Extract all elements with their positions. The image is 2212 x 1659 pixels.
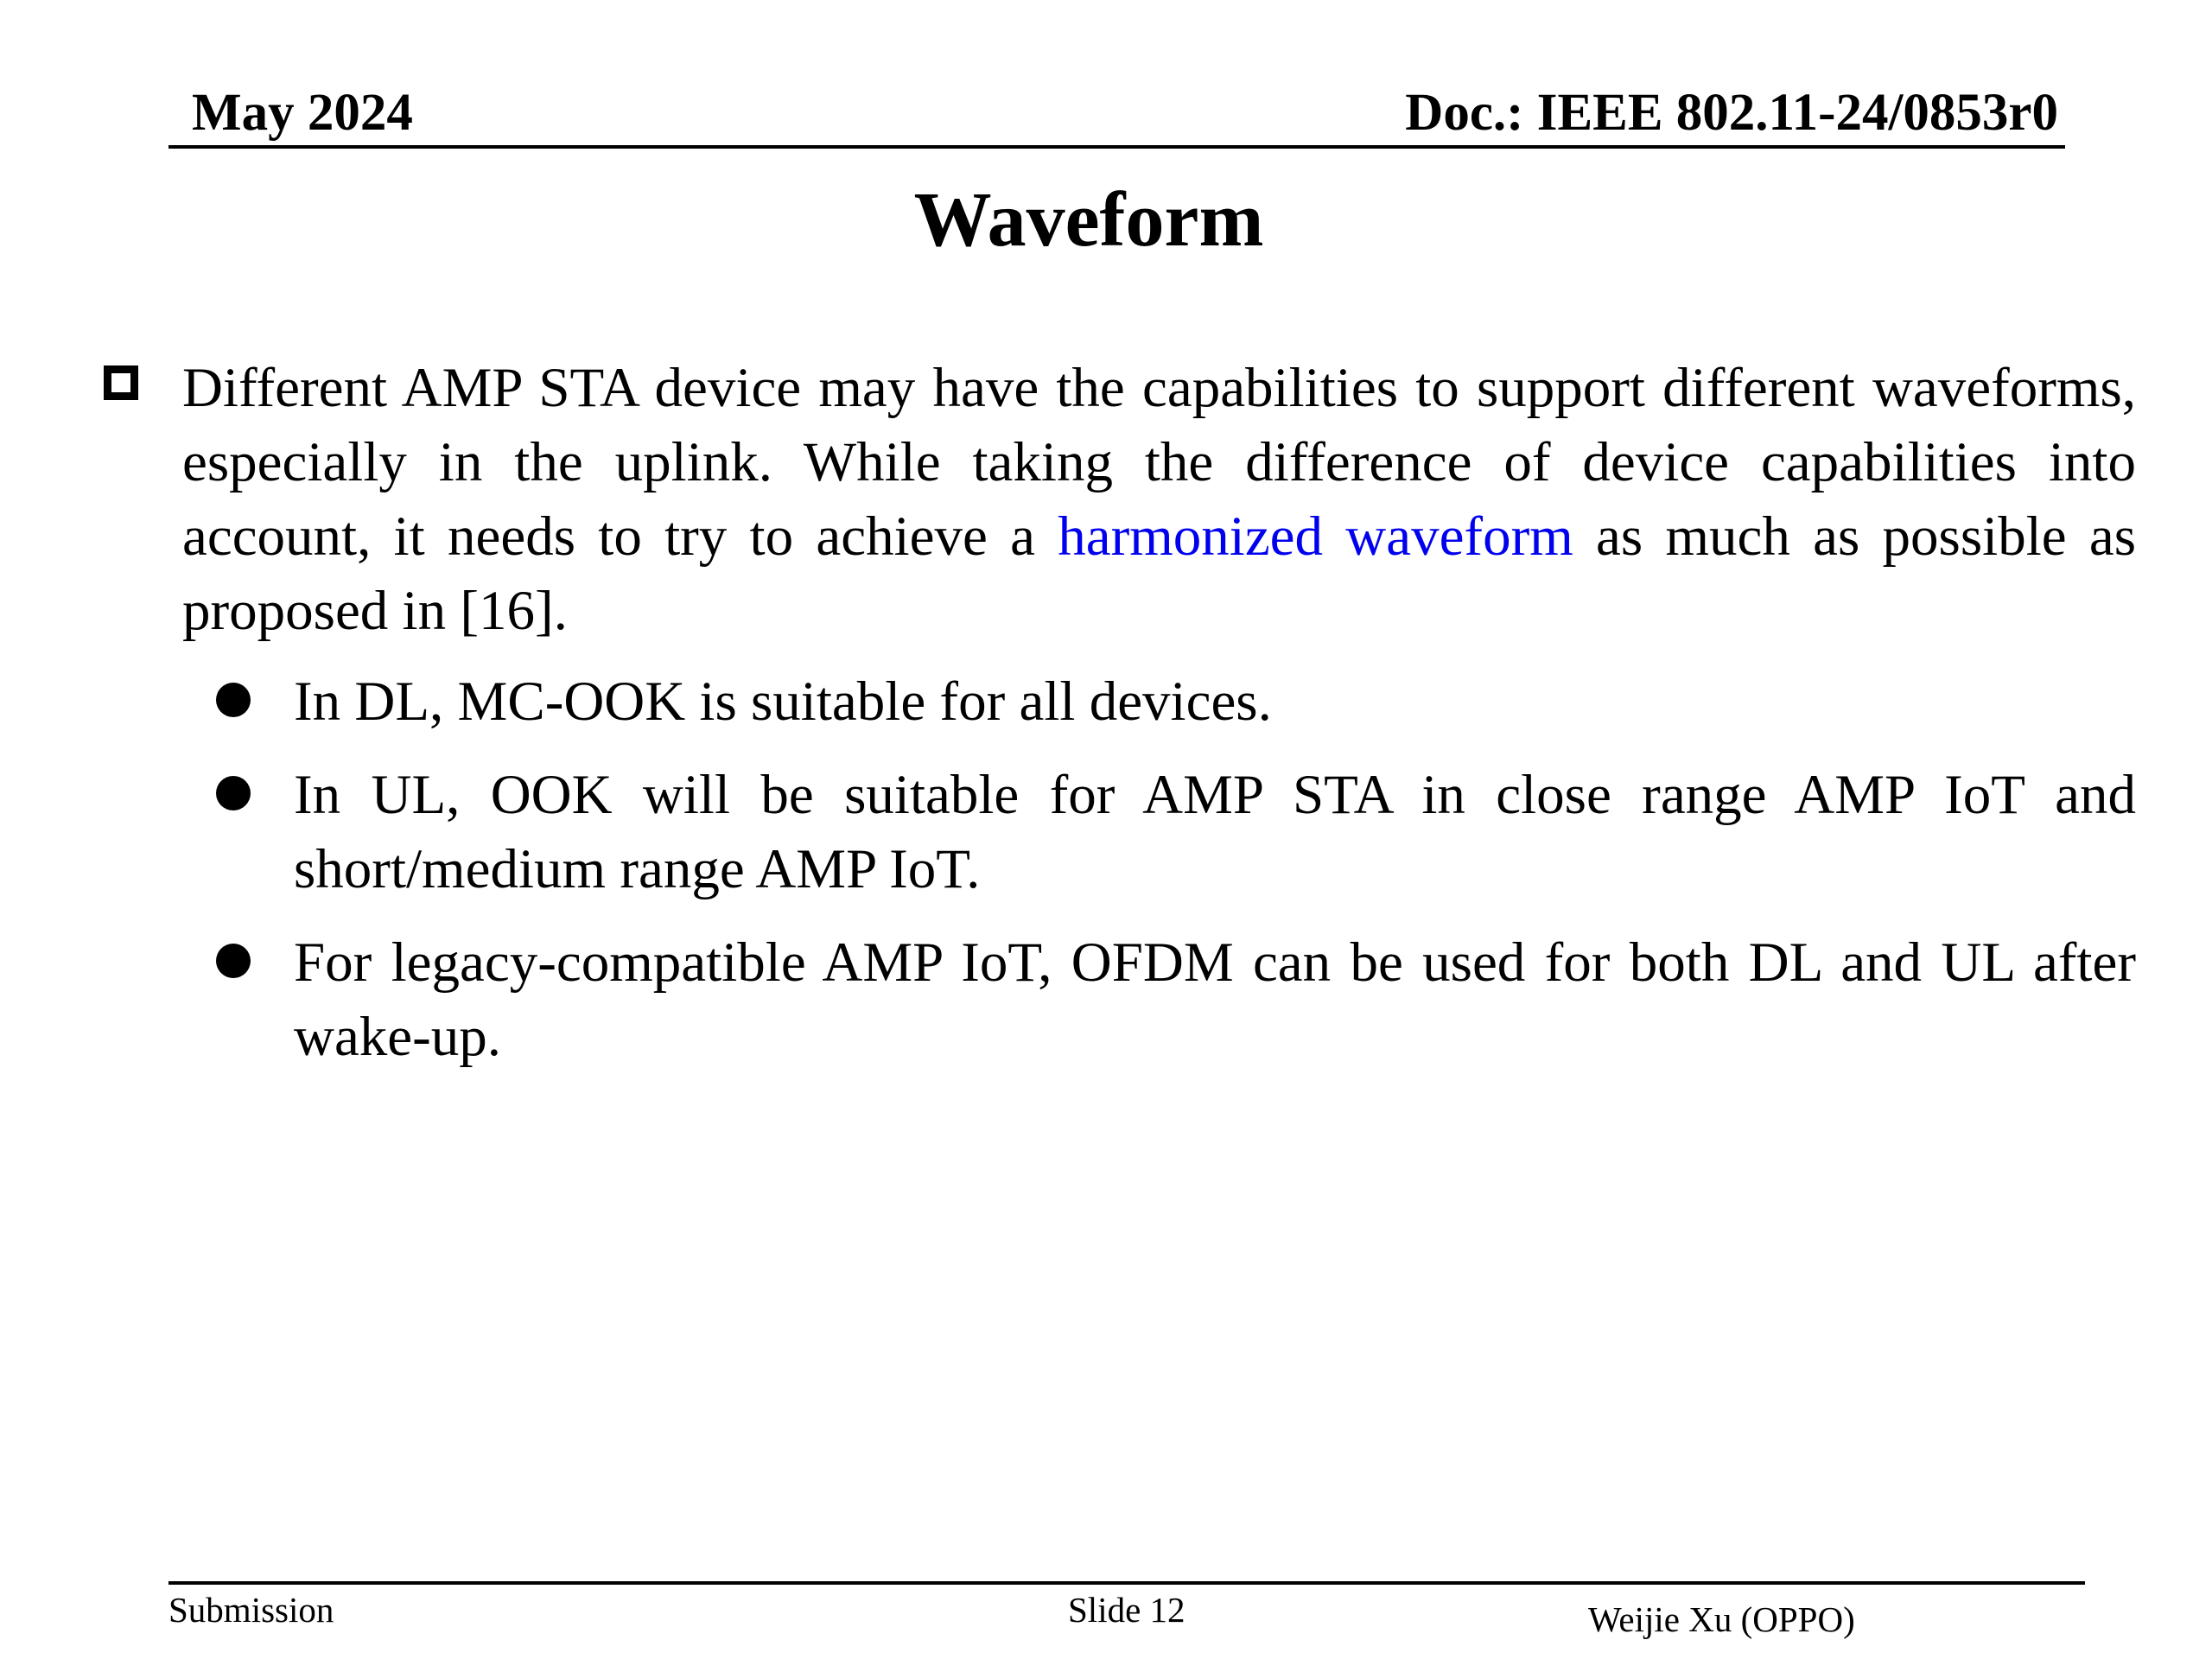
header-doc-id: Doc.: IEEE 802.11-24/0853r0	[1405, 84, 2058, 142]
footer-submission: Submission	[168, 1590, 334, 1630]
main-bullet-text-before: Different AMP STA device may have the capabilities to support different waveforms, especially in the uplink. While taking the difference of device capabilities into account, it needs to try to achieve a	[182, 357, 2136, 568]
main-bullet-text	[182, 351, 2136, 648]
footer-divider	[168, 1581, 2085, 1585]
round-bullet-icon	[216, 944, 251, 978]
footer-author: Weijie Xu (OPPO)	[1588, 1599, 1855, 1639]
round-bullet-icon	[216, 776, 251, 810]
slide-title: Waveform	[913, 177, 1264, 263]
sub-bullet-legacy: For legacy-compatible AMP IoT, OFDM can be used for both DL and UL after wake-up.	[294, 931, 2136, 1068]
sub-bullet-dl: In DL, MC-OOK is suitable for all devices.	[294, 671, 1272, 733]
round-bullet-icon	[216, 683, 251, 717]
main-bullet-text-after: as much as possible as proposed in [16].	[182, 505, 2137, 642]
harmonized-waveform-highlight: harmonized waveform	[1058, 505, 1573, 568]
sub-bullet-ul: In UL, OOK will be suitable for AMP STA in close range AMP IoT and short/medium range AMP IoT.	[294, 764, 2136, 900]
footer-slide-number: Slide 12	[1068, 1590, 1185, 1630]
header-divider	[168, 145, 2065, 149]
header-date: May 2024	[192, 84, 413, 142]
square-bullet-icon	[104, 365, 138, 400]
